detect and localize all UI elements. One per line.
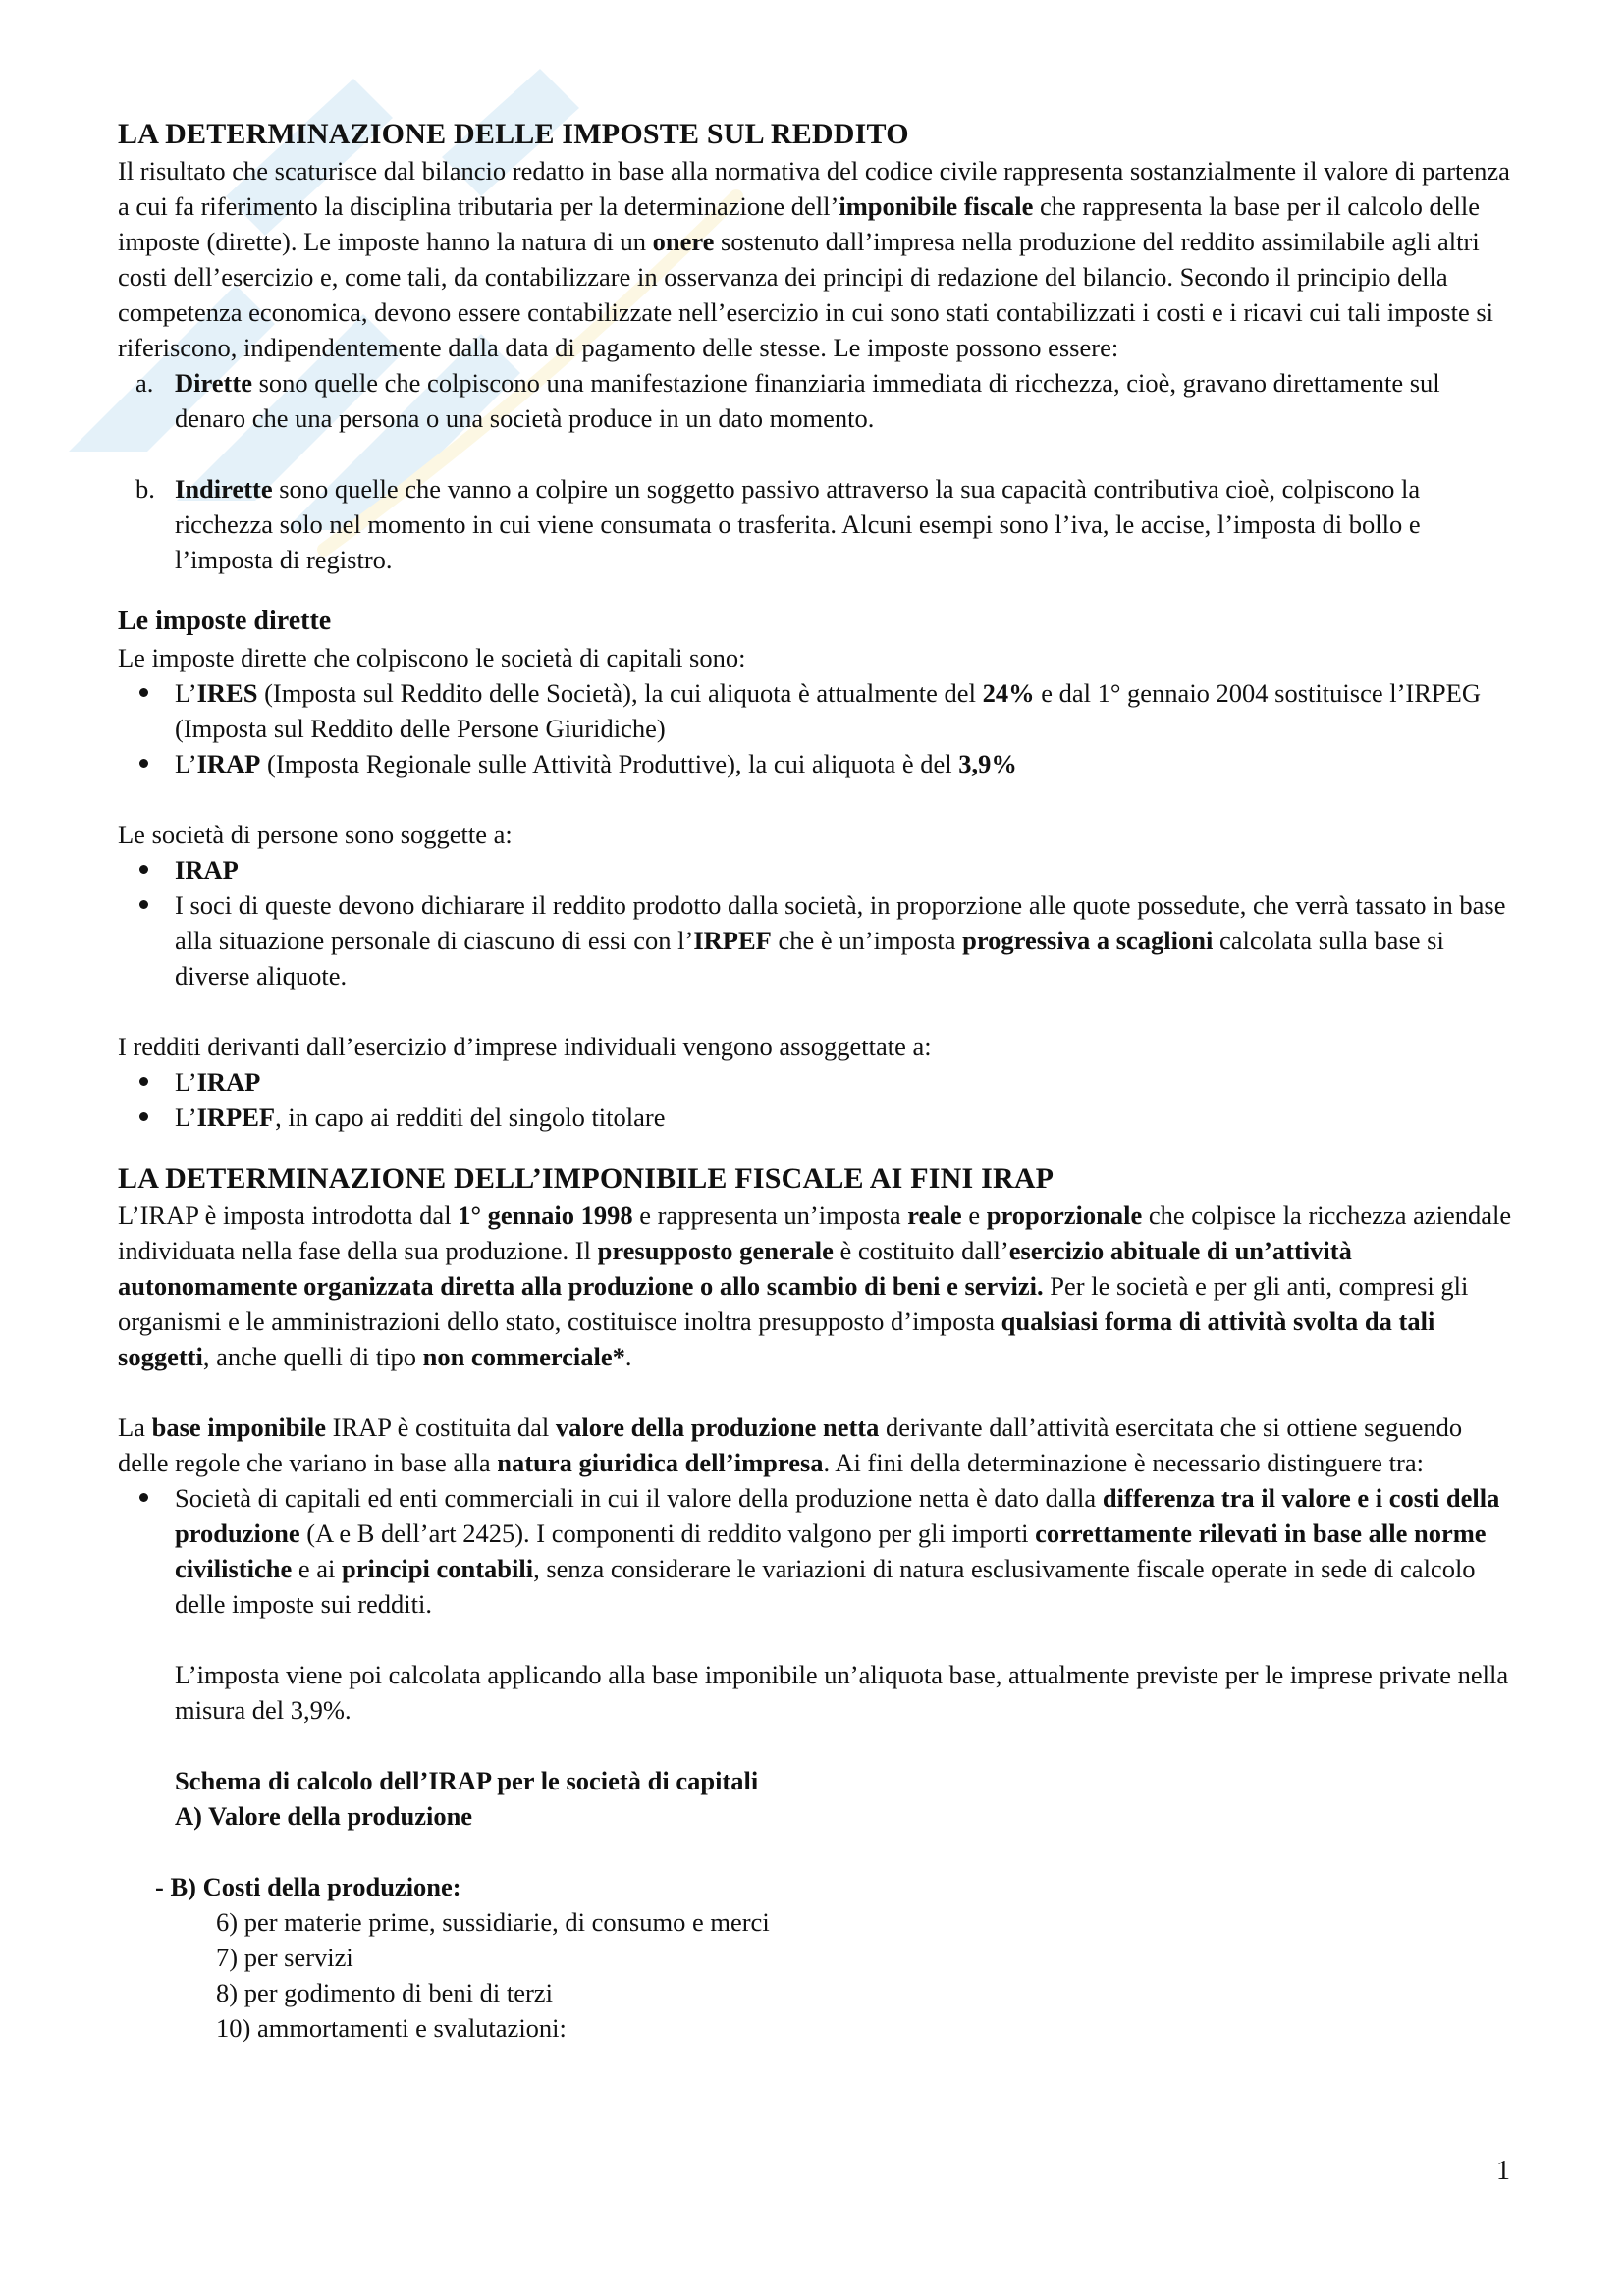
schema-item: 8) per godimento di beni di terzi: [216, 1978, 553, 2007]
bullet-icon: [139, 759, 148, 768]
individuali-intro: I redditi derivanti dall’esercizio d’imprese individuali vengono assoggettate a:: [118, 1032, 932, 1061]
schema-item: 10) ammortamenti e svalutazioni:: [216, 2013, 567, 2043]
schema-item: 7) per servizi: [216, 1943, 353, 1972]
bullet-icon: [139, 1112, 148, 1121]
document-body: [118, 116, 1512, 2046]
schema-title: Schema di calcolo dell’IRAP per le società di capitali: [175, 1766, 759, 1795]
schema-costi-produzione: - B) Costi della produzione:: [155, 1872, 461, 1901]
page-number: 1: [1496, 2156, 1510, 2186]
list-item: L’IRES (Imposta sul Reddito delle Società), la cui aliquota è attualmente del 24% e dal 1° gennaio 2004 sostituisce l’IRPEG (Imposta sul Reddito delle Persone Giuridiche): [175, 675, 1512, 746]
list-item: a. Dirette sono quelle che colpiscono una manifestazione finanziaria immediata di ricchezza, cioè, gravano direttamente sul denaro che una persona o una società produce in un dato momento.: [135, 368, 1440, 433]
schema-valore-produzione: A) Valore della produzione: [175, 1801, 473, 1831]
persone-tax-list: [118, 852, 1512, 993]
list-item: L’IRAP: [175, 1064, 1512, 1099]
list-item: b. Indirette sono quelle che vanno a colpire un soggetto passivo attraverso la sua capacità contributiva cioè, colpiscono la ricchezza solo nel momento in cui viene consumata o trasferita. Alcuni esempi sono l’iva, le accise, l’imposta di bollo e l’imposta di registro.: [135, 474, 1421, 574]
tax-types-list: [118, 365, 1512, 577]
bullet-icon: [139, 865, 148, 874]
section-title-irap: LA DETERMINAZIONE DELL’IMPONIBILE FISCALE AI FINI IRAP: [118, 1162, 1055, 1195]
irap-subjects-list: [118, 1480, 1512, 1622]
section-title-imposte-dirette: Le imposte dirette: [118, 606, 332, 636]
bullet-icon: [139, 1077, 148, 1086]
individuali-tax-list: [118, 1064, 1512, 1135]
capitali-tax-list: [118, 675, 1512, 781]
irap-intro-paragraph: L’IRAP è imposta introdotta dal 1° gennaio 1998 e rappresenta un’imposta reale e proporzionale che colpisce la ricchezza aziendale individuata nella fase della sua produzione. Il presupposto generale è costituito dall’esercizio abituale di un’attività autonomamente organizzata diretta alla produzione o allo scambio di beni e servizi. Per le società e per gli anti, compresi gli organismi e le amministrazioni dello stato, costituisce inoltra presupposto d’imposta qualsiasi forma di attività svolta da tali soggetti, anche quelli di tipo non commerciale*.: [118, 1201, 1512, 1371]
persone-intro: Le società di persone sono soggette a:: [118, 820, 513, 849]
list-item: Società di capitali ed enti commerciali in cui il valore della produzione netta è dato dalla differenza tra il valore e i costi della produzione (A e B dell’art 2425). I componenti di reddito valgono per gli importi correttamente rilevati in base alle norme civilistiche e ai principi contabili, senza considerare le variazioni di natura esclusivamente fiscale operate in sede di calcolo delle imposte sui redditi.: [175, 1480, 1512, 1622]
section-title-imposte-reddito: LA DETERMINAZIONE DELLE IMPOSTE SUL REDDITO: [118, 118, 909, 150]
bullet-icon: [139, 900, 148, 909]
list-item: I soci di queste devono dichiarare il reddito prodotto dalla società, in proporzione alle quote possedute, che verrà tassato in base alla situazione personale di ciascuno di essi con l’IRPEF che è un’imposta progressiva a scaglioni calcolata sulla base si diverse aliquote.: [175, 887, 1512, 993]
schema-item: 6) per materie prime, sussidiarie, di consumo e merci: [216, 1907, 770, 1937]
list-item: L’IRPEF, in capo ai redditi del singolo titolare: [175, 1099, 1512, 1135]
aliquota-paragraph: L’imposta viene poi calcolata applicando alla base imponibile un’aliquota base, attualmente previste per le imprese private nella misura del 3,9%.: [175, 1660, 1509, 1725]
list-item: IRAP: [175, 852, 1512, 887]
bullet-icon: [139, 688, 148, 697]
intro-paragraph: Il risultato che scaturisce dal bilancio redatto in base alla normativa del codice civile rappresenta sostanzialmente il valore di partenza a cui fa riferimento la disciplina tributaria per la determinazione dell’imponibile fiscale che rappresenta la base per il calcolo delle imposte (dirette). Le imposte hanno la natura di un onere sostenuto dall’impresa nella produzione del reddito assimilabile agli altri costi dell’esercizio e, come tali, da contabilizzare in osservanza dei principi di redazione del bilancio. Secondo il principio della competenza economica, devono essere contabilizzate nell’esercizio in cui sono stati contabilizzati i costi e i ricavi cui tali imposte si riferiscono, indipendentemente dalla data di pagamento delle stesse. Le imposte possono essere:: [118, 156, 1510, 362]
base-imponibile-paragraph: La base imponibile IRAP è costituita dal valore della produzione netta derivante dall’attività esercitata che si ottiene seguendo delle regole che variano in base alla natura giuridica dell’impresa. Ai fini della determinazione è necessario distinguere tra:: [118, 1413, 1463, 1477]
list-item: L’IRAP (Imposta Regionale sulle Attività Produttive), la cui aliquota è del 3,9%: [175, 746, 1512, 781]
bullet-icon: [139, 1493, 148, 1502]
imposte-dirette-intro: Le imposte dirette che colpiscono le società di capitali sono:: [118, 643, 746, 672]
